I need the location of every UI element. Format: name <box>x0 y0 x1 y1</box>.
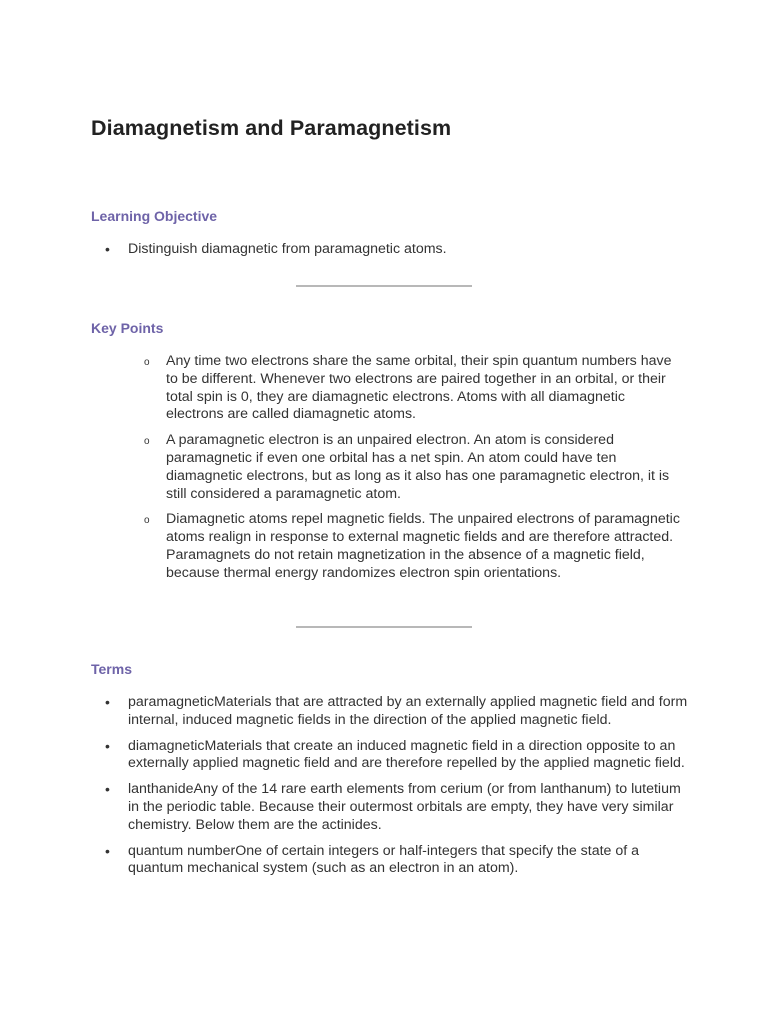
list-item-text: diamagneticMaterials that create an induced magnetic field in a direction opposite to an externally applied magnetic field and are therefore repelled by the applied magnetic field. <box>128 737 685 772</box>
list-item <box>144 353 686 424</box>
list-item <box>105 694 688 730</box>
bullet-icon: • <box>105 842 110 859</box>
list-item <box>144 511 686 582</box>
bullet-icon: • <box>105 241 110 257</box>
page-title: Diamagnetism and Paramagnetism <box>91 116 452 140</box>
list-item-text: A paramagnetic electron is an unpaired electron. An atom is considered paramagnetic if even one orbital has a net spin. An atom could have ten diamagnetic electrons, but as long as it also has one paramagnetic electron, it is still considered a paramagnetic atom. <box>166 432 670 502</box>
key-points-list <box>144 353 686 591</box>
bullet-icon: • <box>105 694 110 710</box>
list-item <box>144 432 686 503</box>
list-item-text: quantum numberOne of certain integers or half-integers that specify the state of a quantum mechanical system (such as an electron in an atom). <box>128 842 640 877</box>
list-item <box>105 241 688 259</box>
list-item-text: Distinguish diamagnetic from paramagnetic atoms. <box>128 241 447 257</box>
terms-list <box>105 694 688 886</box>
section-divider <box>296 626 472 628</box>
bullet-icon: • <box>105 781 110 798</box>
list-item-text: paramagneticMaterials that are attracted by an externally applied magnetic field and form internal, induced magnetic fields in the direction of the applied magnetic field. <box>128 694 688 728</box>
circle-bullet-icon: o <box>144 436 150 448</box>
list-item <box>105 781 688 834</box>
list-item <box>105 737 688 774</box>
bullet-icon: • <box>105 737 110 754</box>
learning-objective-heading: Learning Objective <box>91 208 218 224</box>
list-item-text: Diamagnetic atoms repel magnetic fields. The unpaired electrons of paramagnetic atoms realign in response to external magnetic fields and are therefore attracted. Paramagnets do not retain magnetization in the absence of a magnetic field, because thermal energy randomizes electron spin orientations. <box>166 511 680 581</box>
circle-bullet-icon: o <box>144 357 150 368</box>
list-item <box>105 842 688 879</box>
list-item-text: Any time two electrons share the same orbital, their spin quantum numbers have to be different. Whenever two electrons are paired together in an orbital, or their total spin is 0, they are diamagnetic electrons. Atoms with all diamagnetic electrons are called diamagnetic atoms. <box>166 353 672 423</box>
circle-bullet-icon: o <box>144 515 150 527</box>
list-item-text: lanthanideAny of the 14 rare earth elements from cerium (or from lanthanum) to lutetium in the periodic table. Because their outermost orbitals are empty, they have very similar chemistry. Below them are the actinides. <box>128 781 681 833</box>
learning-objective-list <box>105 241 688 259</box>
section-divider <box>296 285 472 287</box>
terms-heading: Terms <box>91 661 132 677</box>
key-points-heading: Key Points <box>91 320 164 336</box>
